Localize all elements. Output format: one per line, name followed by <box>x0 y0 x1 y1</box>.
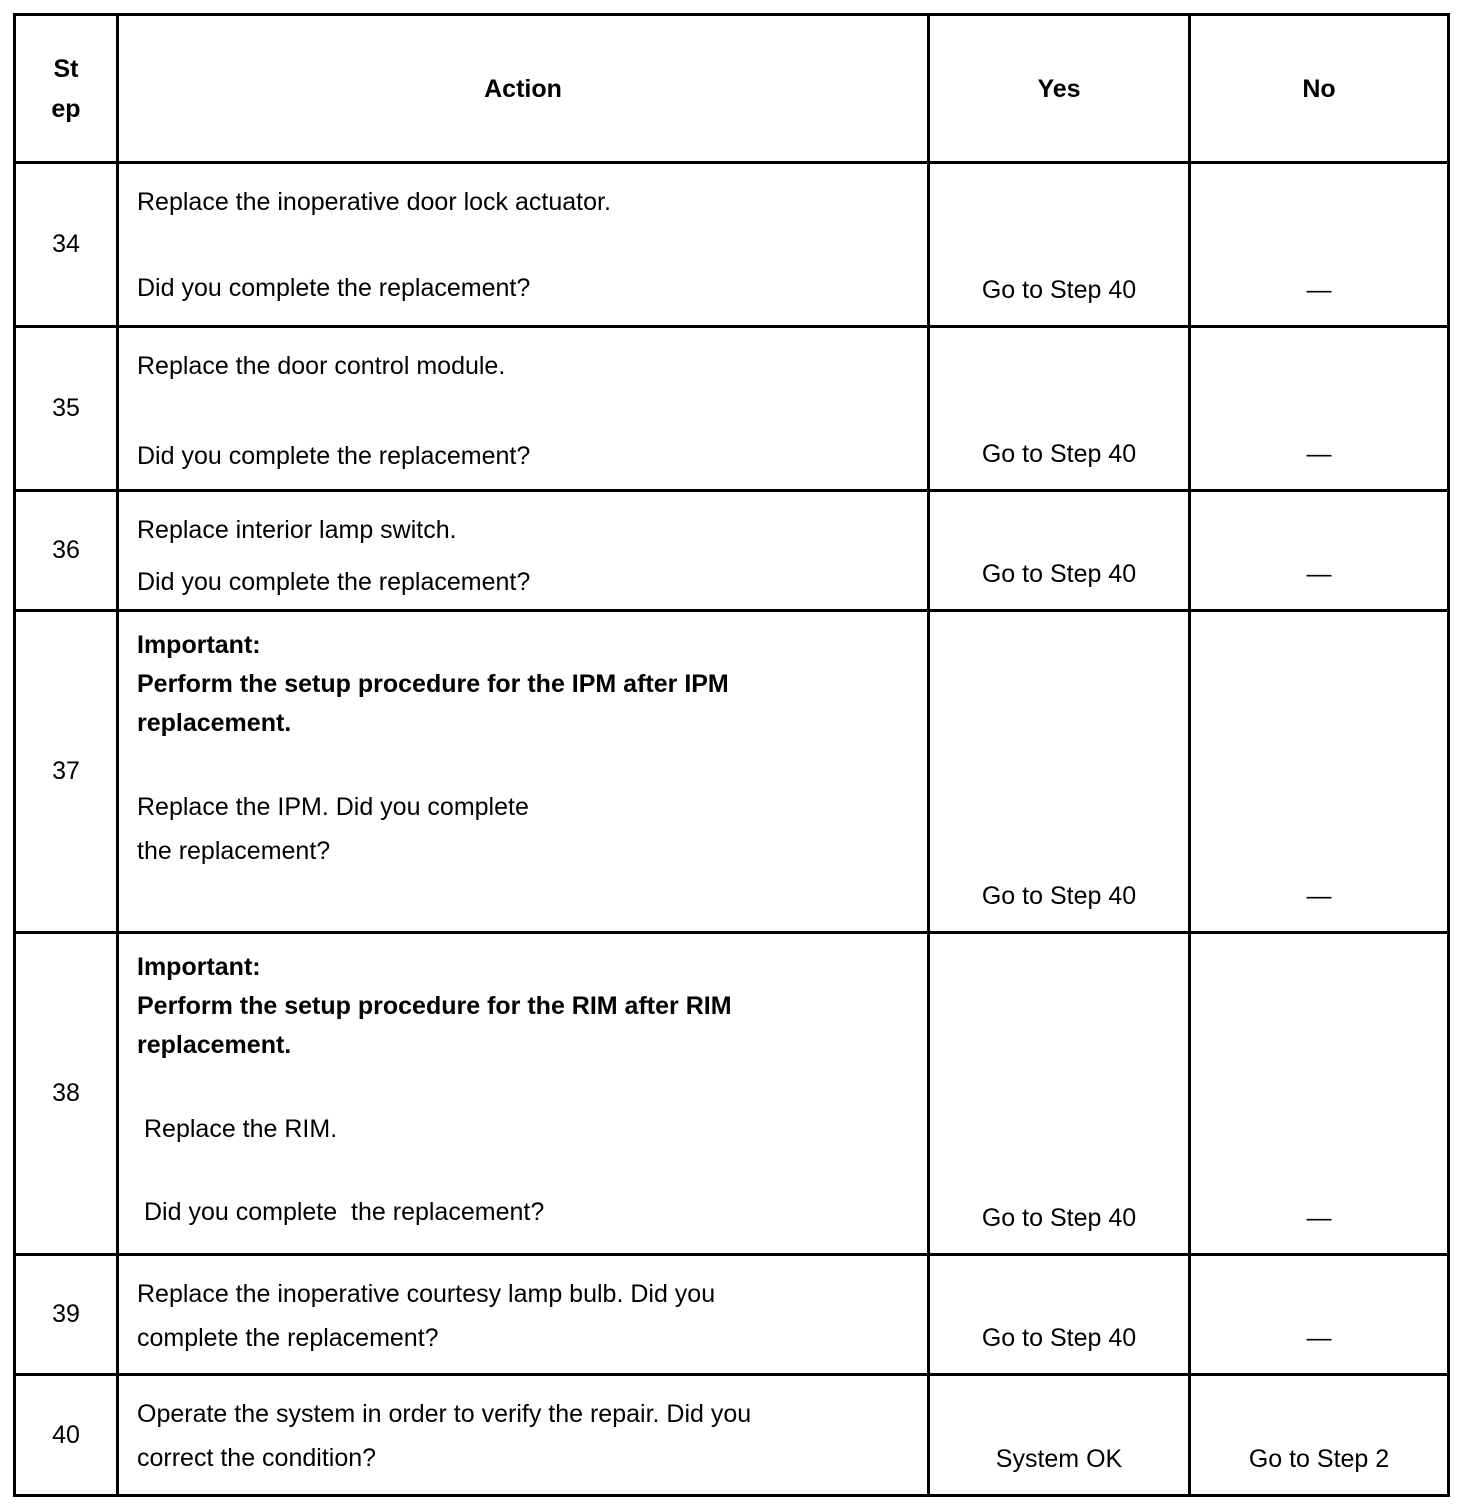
important-text: Perform the setup procedure for the IPM after IPM <box>137 670 729 698</box>
header-yes: Yes <box>929 15 1190 163</box>
step-number: 40 <box>15 1375 118 1496</box>
table-row <box>15 491 1449 611</box>
yes-cell <box>929 611 1190 933</box>
action-cell <box>118 1255 929 1375</box>
diagnostic-table <box>13 13 1450 1497</box>
no-text: — <box>1306 1324 1332 1352</box>
yes-text: Go to Step 40 <box>981 560 1137 588</box>
header-row <box>15 15 1449 163</box>
action-question: Did you complete the replacement? <box>137 568 531 596</box>
action-question: complete the replacement? <box>137 1324 439 1352</box>
yes-cell <box>929 933 1190 1255</box>
no-cell <box>1190 1375 1449 1496</box>
table-row <box>15 1255 1449 1375</box>
step-number: 37 <box>15 611 118 933</box>
step-number: 38 <box>15 933 118 1255</box>
table-row <box>15 163 1449 327</box>
step-number: 39 <box>15 1255 118 1375</box>
action-question: Did you complete the replacement? <box>144 1198 545 1226</box>
important-text: replacement. <box>137 709 292 737</box>
yes-cell <box>929 163 1190 327</box>
step-number: 35 <box>15 327 118 491</box>
no-cell <box>1190 611 1449 933</box>
action-text: Replace the RIM. <box>144 1115 338 1143</box>
header-action: Action <box>118 15 929 163</box>
no-cell <box>1190 327 1449 491</box>
action-cell <box>118 933 929 1255</box>
action-text: Replace the inoperative door lock actuator. <box>137 188 611 216</box>
action-question: Did you complete the replacement? <box>137 274 531 302</box>
action-text: Replace the IPM. Did you complete <box>137 793 529 821</box>
no-cell <box>1190 163 1449 327</box>
yes-cell <box>929 1255 1190 1375</box>
yes-text: Go to Step 40 <box>981 276 1137 304</box>
header-step: St ep <box>15 15 118 163</box>
action-question: the replacement? <box>137 837 331 865</box>
yes-text: Go to Step 40 <box>981 882 1137 910</box>
yes-cell <box>929 327 1190 491</box>
yes-text: Go to Step 40 <box>981 440 1137 468</box>
step-number: 36 <box>15 491 118 611</box>
yes-cell <box>929 491 1190 611</box>
no-text: — <box>1306 882 1332 910</box>
no-cell <box>1190 933 1449 1255</box>
action-cell <box>118 491 929 611</box>
no-text: Go to Step 2 <box>1248 1445 1390 1473</box>
yes-text: System OK <box>995 1445 1123 1473</box>
no-cell <box>1190 491 1449 611</box>
no-text: — <box>1306 276 1332 304</box>
action-text: Replace the inoperative courtesy lamp bulb. Did you <box>137 1280 716 1308</box>
action-text: Operate the system in order to verify the repair. Did you <box>137 1400 752 1428</box>
no-text: — <box>1306 440 1332 468</box>
action-cell <box>118 1375 929 1496</box>
table-row <box>15 1375 1449 1496</box>
action-cell <box>118 163 929 327</box>
step-number: 34 <box>15 163 118 327</box>
important-label: Important: <box>137 953 261 981</box>
important-text: replacement. <box>137 1031 292 1059</box>
no-cell <box>1190 1255 1449 1375</box>
action-text: Replace the door control module. <box>137 352 506 380</box>
action-question: Did you complete the replacement? <box>137 442 531 470</box>
header-no: No <box>1190 15 1449 163</box>
yes-cell <box>929 1375 1190 1496</box>
yes-text: Go to Step 40 <box>981 1324 1137 1352</box>
no-text: — <box>1306 1204 1332 1232</box>
action-question: correct the condition? <box>137 1444 377 1472</box>
important-text: Perform the setup procedure for the RIM after RIM <box>137 992 732 1020</box>
table-row <box>15 611 1449 933</box>
important-label: Important: <box>137 631 261 659</box>
action-cell <box>118 611 929 933</box>
yes-text: Go to Step 40 <box>981 1204 1137 1232</box>
no-text: — <box>1306 560 1332 588</box>
action-text: Replace interior lamp switch. <box>137 516 457 544</box>
table-row <box>15 327 1449 491</box>
table-row <box>15 933 1449 1255</box>
action-cell <box>118 327 929 491</box>
